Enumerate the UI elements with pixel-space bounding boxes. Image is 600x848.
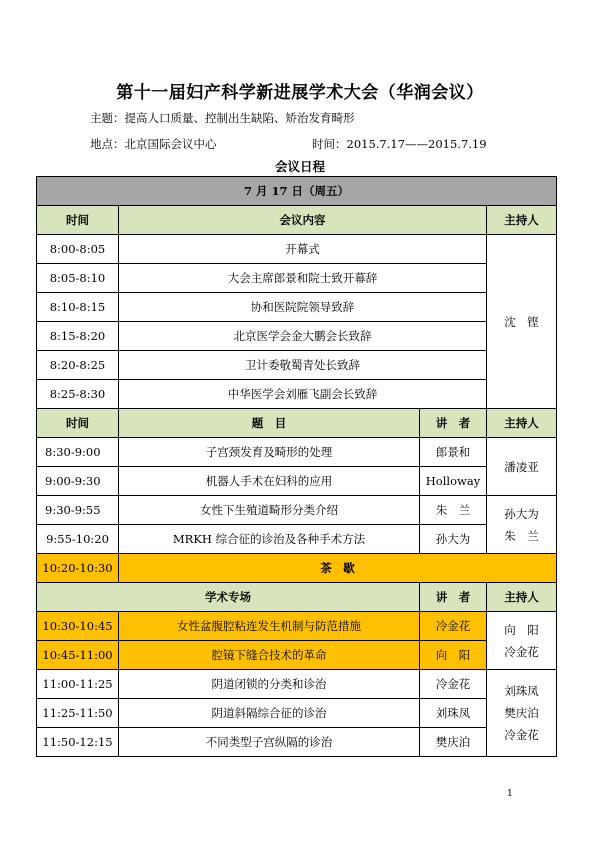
row-time: 11:50-12:15 — [37, 728, 119, 757]
conference-place: 地点：北京国际会议中心 — [90, 137, 217, 151]
row-time: 8:15-8:20 — [37, 322, 119, 351]
conference-theme: 主题：提高人口质量、控制出生缺陷、矫治发育畸形 — [90, 111, 355, 125]
row-content: 协和医院院领导致辞 — [119, 293, 487, 322]
row-topic: 阴道闭锁的分类和诊治 — [119, 670, 420, 699]
row-time: 8:10-8:15 — [37, 293, 119, 322]
row-speaker: 孙大为 — [420, 525, 487, 554]
row-speaker: 刘珠凤 — [420, 699, 487, 728]
table-row — [37, 525, 557, 554]
row-time: 9:55-10:20 — [37, 525, 119, 554]
table-row — [37, 670, 557, 699]
header-row-session2 — [37, 583, 557, 612]
row-topic: 机器人手术在妇科的应用 — [119, 467, 420, 496]
break-label: 茶 歇 — [119, 554, 557, 583]
row-time: 10:45-11:00 — [37, 641, 119, 670]
row-time: 8:25-8:30 — [37, 380, 119, 409]
table-row — [37, 728, 557, 757]
header-host: 主持人 — [487, 583, 557, 612]
row-speaker: 朱 兰 — [420, 496, 487, 525]
row-time: 9:00-9:30 — [37, 467, 119, 496]
row-time: 9:30-9:55 — [37, 496, 119, 525]
table-row — [37, 467, 557, 496]
table-row — [37, 380, 557, 409]
host-name: 向 阳 — [504, 622, 539, 637]
row-time: 8:30-9:00 — [37, 438, 119, 467]
row-time: 8:00-8:05 — [37, 235, 119, 264]
page-number: 1 — [507, 789, 513, 799]
table-row — [37, 235, 557, 264]
header-time: 时间 — [37, 206, 119, 235]
row-time: 10:30-10:45 — [37, 612, 119, 641]
header-topic: 题 目 — [119, 409, 420, 438]
table-row — [37, 322, 557, 351]
header-topic: 学术专场 — [37, 583, 420, 612]
row-topic: 女性盆腹腔粘连发生机制与防范措施 — [119, 612, 420, 641]
session1-host-a: 潘凌亚 — [487, 438, 557, 496]
header-content: 会议内容 — [119, 206, 487, 235]
row-speaker: 向 阳 — [420, 641, 487, 670]
row-time: 11:25-11:50 — [37, 699, 119, 728]
header-time: 时间 — [37, 409, 119, 438]
host-name: 刘珠凤 — [504, 684, 539, 698]
schedule-table — [36, 176, 557, 757]
header-host: 主持人 — [487, 409, 557, 438]
header-row-opening — [37, 206, 557, 235]
row-content: 北京医学会金大鹏会长致辞 — [119, 322, 487, 351]
row-speaker: 郎景和 — [420, 438, 487, 467]
row-content: 大会主席郎景和院士致开幕辞 — [119, 264, 487, 293]
row-topic: 阴道斜隔综合征的诊治 — [119, 699, 420, 728]
row-speaker: 樊庆泊 — [420, 728, 487, 757]
table-row — [37, 699, 557, 728]
row-speaker: 冷金花 — [420, 670, 487, 699]
table-row — [37, 293, 557, 322]
host-name: 孙大为 — [504, 506, 539, 521]
table-row — [37, 438, 557, 467]
opening-host: 沈 铿 — [487, 235, 557, 409]
row-topic: 女性下生殖道畸形分类介绍 — [119, 496, 420, 525]
row-topic: MRKH 综合征的诊治及各种手术方法 — [119, 525, 420, 554]
table-row — [37, 496, 557, 525]
row-content: 开幕式 — [119, 235, 487, 264]
row-speaker: 冷金花 — [420, 612, 487, 641]
table-row — [37, 641, 557, 670]
row-time: 11:00-11:25 — [37, 670, 119, 699]
page-title: 第十一届妇产科学新进展学术大会（华润会议） — [116, 83, 484, 103]
row-topic: 子宫颈发育及畸形的处理 — [119, 438, 420, 467]
table-row — [37, 612, 557, 641]
host-name: 朱 兰 — [504, 528, 539, 543]
day-label: 7 月 17 日（周五） — [37, 177, 557, 206]
header-host: 主持人 — [487, 206, 557, 235]
host-name: 樊庆泊 — [504, 706, 539, 720]
table-row — [37, 264, 557, 293]
break-time: 10:20-10:30 — [37, 554, 119, 583]
row-time: 8:20-8:25 — [37, 351, 119, 380]
row-time: 8:05-8:10 — [37, 264, 119, 293]
row-topic: 腔镜下缝合技术的革命 — [119, 641, 420, 670]
table-row — [37, 351, 557, 380]
schedule-subtitle: 会议日程 — [274, 159, 325, 174]
row-content: 卫计委敬蜀青处长致辞 — [119, 351, 487, 380]
session2-host-a — [487, 612, 557, 670]
conference-time: 时间：2015.7.17——2015.7.19 — [312, 137, 487, 151]
host-name: 冷金花 — [504, 728, 539, 742]
header-speaker: 讲 者 — [420, 583, 487, 612]
break-row — [37, 554, 557, 583]
row-content: 中华医学会刘雁飞副会长致辞 — [119, 380, 487, 409]
day-row — [37, 177, 557, 206]
host-name: 冷金花 — [504, 644, 539, 659]
session2-host-b — [487, 670, 557, 757]
row-topic: 不同类型子宫纵隔的诊治 — [119, 728, 420, 757]
header-row-session1 — [37, 409, 557, 438]
session1-host-b — [487, 496, 557, 554]
header-speaker: 讲 者 — [420, 409, 487, 438]
row-speaker: Holloway — [420, 467, 487, 496]
